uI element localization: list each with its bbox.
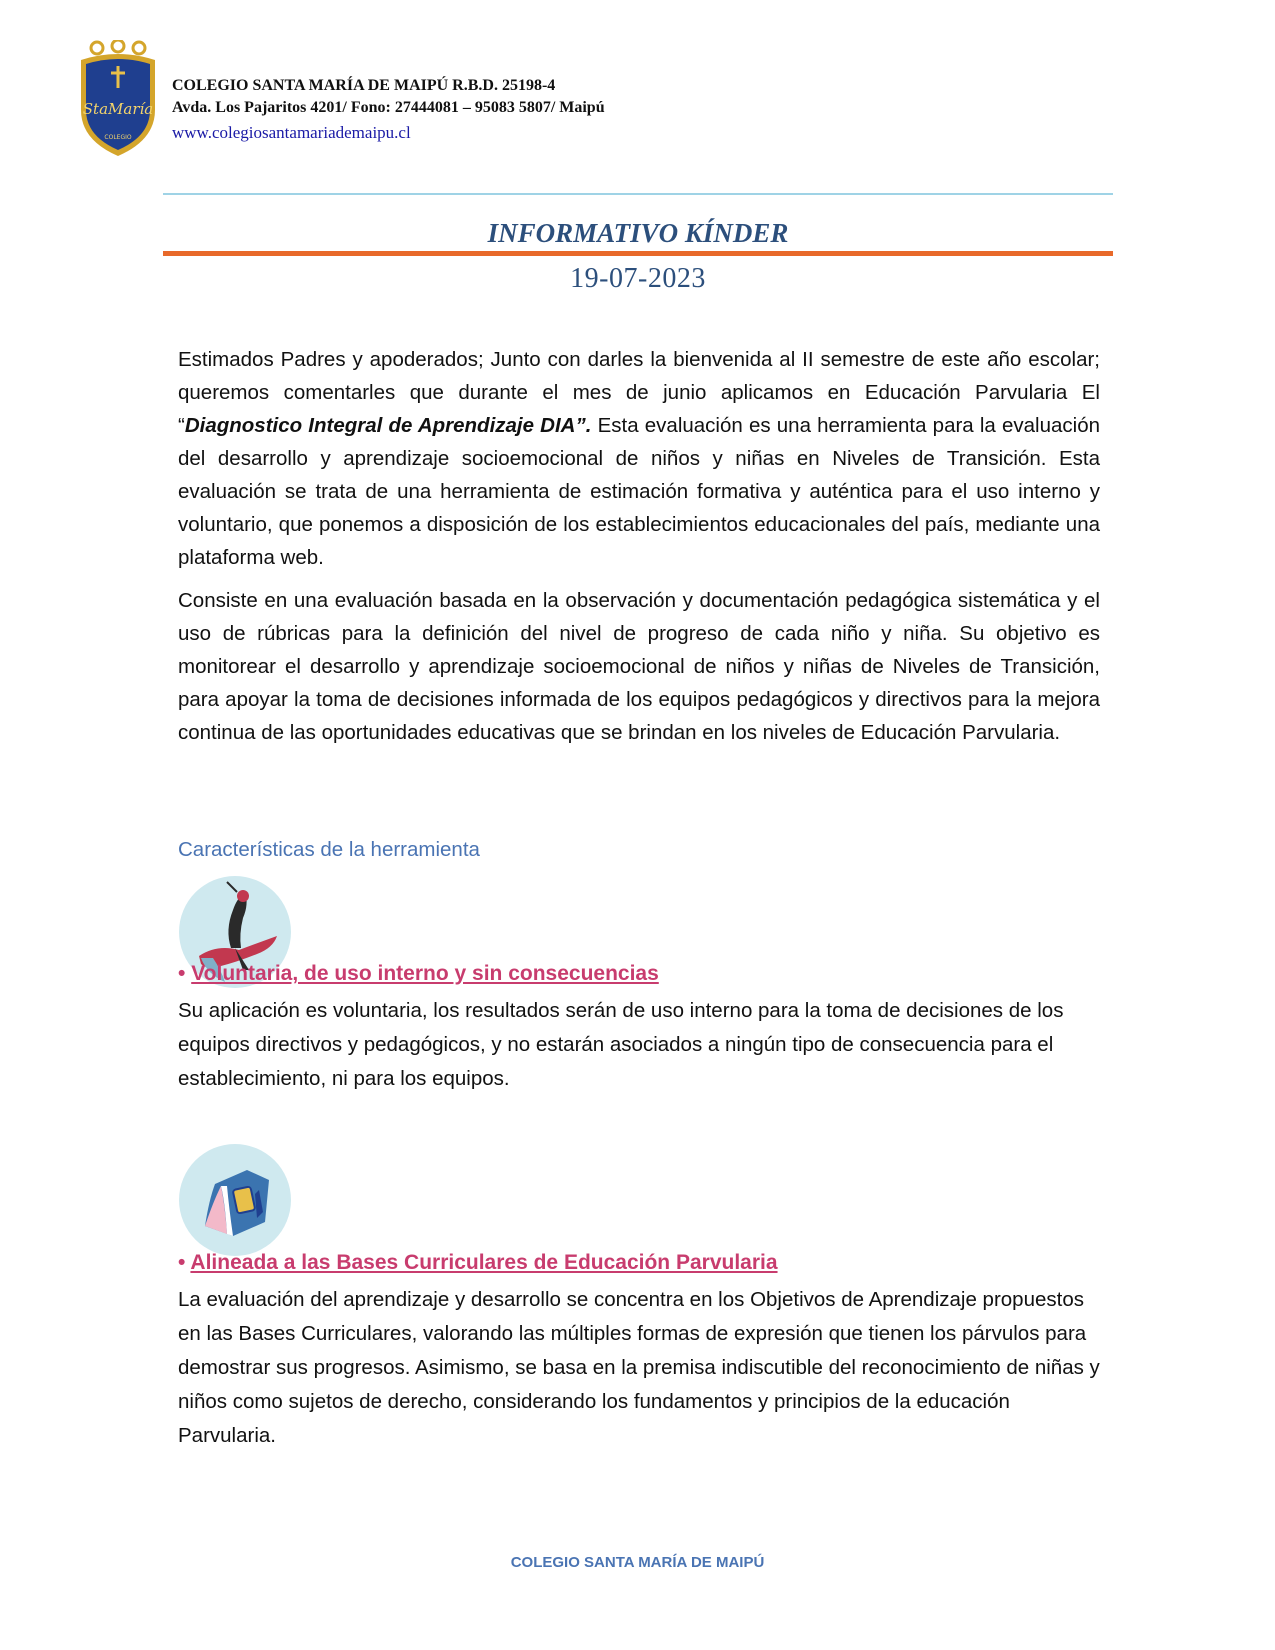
- title-underline-rule: [163, 251, 1113, 256]
- feature-1-text: Su aplicación es voluntaria, los resultados serán de uso interno para la toma de decisiones de los equipos directivos y pedagógicos, y no estarán asociados a ningún tipo de consecuencia para el establecimiento, ni para los equipos.: [178, 999, 1064, 1090]
- open-book-icon: [177, 1142, 293, 1258]
- document-date: 19-07-2023: [570, 263, 706, 294]
- school-address-line: Avda. Los Pajaritos 4201/ Fono: 27444081 – 95083 5807/ Maipú: [172, 99, 605, 116]
- document-title: INFORMATIVO KÍNDER: [487, 218, 789, 248]
- dia-emphasis: Diagnostico Integral de Aprendizaje DIA”.: [184, 414, 592, 437]
- school-name-line: COLEGIO SANTA MARÍA DE MAIPÚ R.B.D. 25198-4: [172, 77, 556, 94]
- feature-2-text: La evaluación del aprendizaje y desarrollo se concentra en los Objetivos de Aprendizaje propuestos en las Bases Curriculares, valorando las múltiples formas de expresión que tienen los párvulos para demostrar sus progresos. Asimismo, se basa en la premisa indiscutible del reconocimiento de niñas y niños como sujetos de derecho, considerando los fundamentos y principios de la educación Parvularia.: [178, 1288, 1100, 1447]
- feature-2-title[interactable]: • Alineada a las Bases Curriculares de Educación Parvularia: [178, 1251, 778, 1274]
- intro-paragraph-1: Estimados Padres y apoderados; Junto con darles la bienvenida al II semestre de este año escolar; queremos comentarles que durante el mes de junio aplicamos en Educación Parvularia El “Diagnostico Integral de Aprendizaje DIA”. Esta evaluación es una herramienta para la evaluación del desarrollo y aprendizaje socioemocional de niños y niñas en Niveles de Transición. Esta evaluación se trata de una herramienta de estimación formativa y auténtica para el uso interno y voluntario, que ponemos a disposición de los establecimientos educacionales del país, mediante una plataforma web.: [178, 348, 1100, 569]
- header-divider: [163, 193, 1113, 195]
- page-footer: COLEGIO SANTA MARÍA DE MAIPÚ: [510, 1554, 765, 1571]
- logo-text: StaMaría: [82, 100, 154, 118]
- feature-1-title[interactable]: • Voluntaria, de uso interno y sin consecuencias: [178, 962, 659, 985]
- svg-text:COLEGIO: COLEGIO: [104, 134, 132, 141]
- school-crest-logo: [75, 40, 161, 158]
- features-heading: Características de la herramienta: [178, 838, 480, 861]
- school-website-link[interactable]: www.colegiosantamariademaipu.cl: [172, 123, 411, 142]
- intro-paragraph-2: Consiste en una evaluación basada en la observación y documentación pedagógica sistemática y el uso de rúbricas para la definición del nivel de progreso de cada niño y niña. Su objetivo es monitorear el desarrollo y aprendizaje socioemocional de niños y niñas de Niveles de Transición, para apoyar la toma de decisiones informada de los equipos pedagógicos y directivos para la mejora continua de las oportunidades educativas que se brindan en los niveles de Educación Parvularia.: [178, 589, 1100, 744]
